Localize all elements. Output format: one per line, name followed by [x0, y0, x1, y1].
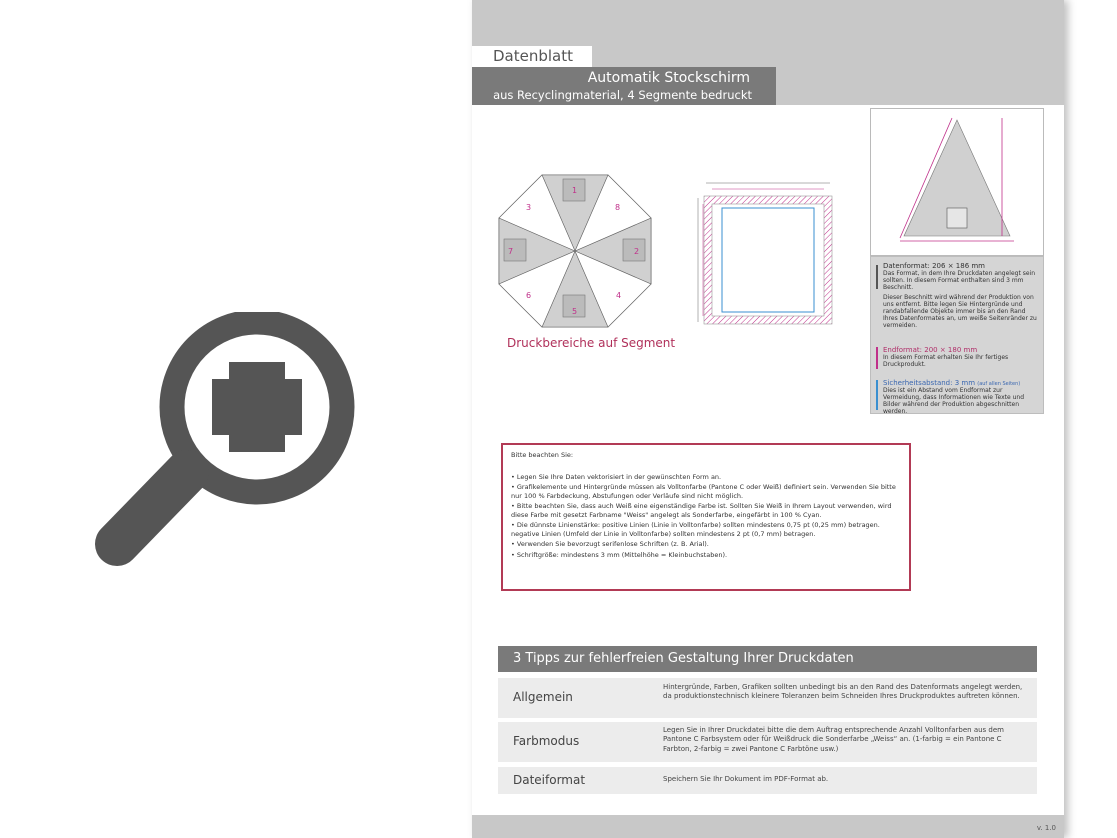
segment-label: 6 — [526, 291, 532, 300]
sicherheit-text: Dies ist ein Abstand vom Endformat zur Vermeidung, dass Informationen wie Texte und Bilder während der Produktion abgeschnitten werden. — [883, 387, 1025, 415]
notice-item: • Verwenden Sie bevorzugt serifenlose Schriften (z. B. Arial). — [511, 540, 709, 549]
title-bar — [472, 67, 776, 105]
notice-item: • Grafikelemente und Hintergründe müssen als Volltonfarbe (Pantone C oder Weiß) definiert sein. Verwenden Sie bitte nur 100 % Farbdeckung, Abstufungen oder Verläufe sind nicht möglich. — [511, 483, 896, 500]
notice-item: • Legen Sie Ihre Daten vektorisiert in der gewünschten Form an. — [511, 473, 722, 481]
format-square-diagram — [694, 178, 842, 326]
umbrella-segment-diagram — [496, 172, 654, 330]
tips-row-label: Dateiformat — [513, 773, 586, 787]
notice-item: • Schriftgröße: mindestens 3 mm (Mittelhöhe = Kleinbuchstaben). — [511, 550, 728, 559]
bottom-band — [472, 815, 1064, 838]
datasheet-page — [472, 0, 1064, 838]
datenblatt-label: Datenblatt — [472, 46, 592, 67]
sicherheit-note: (auf allen Seiten) — [977, 381, 1021, 387]
tips-header: 3 Tipps zur fehlerfreien Gestaltung Ihrer Druckdaten — [498, 646, 1037, 672]
segment-label: 2 — [634, 247, 640, 256]
notice-item: • Bitte beachten Sie, dass auch Weiß eine eigenständige Farbe ist. Sollten Sie Weiß in Ihrem Layout verwenden, wird diese Farbe mit gesetzt Farbname "Weiss" angelegt als Sonderfarbe, eingefärbt in 100 % Cyan. — [511, 502, 892, 519]
tips-row-text: Speichern Sie Ihr Dokument im PDF-Format ab. — [663, 775, 829, 783]
segment-label: 5 — [572, 307, 578, 316]
beschnitt-text: Dieser Beschnitt wird während der Produktion von uns entfernt. Bitte legen Sie Hintergründe und randabfallende Objekte immer bis an den Rand Ihres Datenformates an, um weiße Seitenränder zu vermeiden. — [883, 294, 1037, 329]
tips-row-text: Hintergründe, Farben, Grafiken sollten unbedingt bis an den Rand des Datenformats angelegt werden, da produktionstechnisch kleinere Toleranzen beim Schneiden Ihres Druckproduktes auftreten können. — [663, 683, 1023, 701]
product-subtitle: aus Recyclingmaterial, 4 Segmente bedruckt — [493, 88, 752, 102]
tips-row — [498, 678, 1037, 718]
datenformat-text: Das Format, in dem Ihre Druckdaten angelegt sein sollten. In diesem Format enthalten sind 3 mm Beschnitt. — [883, 270, 1036, 291]
tips-row — [498, 767, 1037, 794]
notice-item: • Die dünnste Linienstärke: positive Linien (Linie in Volltonfarbe) sollten mindestens 0,75 pt (0,25 mm) betragen. negative Linien (Umfeld der Linie in Volltonfarbe) sollten mindestens 2 pt (0,7 mm) betragen. — [511, 521, 880, 538]
endformat-text: In diesem Format erhalten Sie Ihr fertiges Druckprodukt. — [883, 354, 1009, 368]
segment-label: 3 — [526, 203, 532, 212]
notice-title: Bitte beachten Sie: — [511, 451, 574, 459]
endformat-title: Endformat: 200 × 180 mm — [883, 346, 978, 354]
zoom-in-icon[interactable] — [92, 312, 382, 602]
tips-row-text: Legen Sie in Ihrer Druckdatei bitte die dem Auftrag entsprechende Anzahl Volltonfarben aus dem Pantone C Farbsystem oder für Weißdruck die Sonderfarbe „Weiss“ an. (1-farbig = ein Pantone C Farbton, 2-farbig = zwei Pantone C Farbtöne usw.) — [663, 726, 1004, 753]
segment-label: 1 — [572, 186, 578, 195]
version-label: v. 1.0 — [1036, 824, 1056, 832]
notice-box — [501, 443, 911, 591]
segment-label: 4 — [616, 291, 622, 300]
segment-label: 8 — [615, 203, 621, 212]
sicherheit-title: Sicherheitsabstand: 3 mm — [883, 379, 976, 387]
segment-label: 7 — [508, 247, 514, 256]
tips-row — [498, 722, 1037, 762]
tips-row-label: Farbmodus — [513, 734, 580, 748]
tips-row-label: Allgemein — [513, 690, 573, 704]
triangle-segment-diagram — [870, 108, 1044, 256]
format-info-box — [870, 256, 1044, 414]
segment-caption: Druckbereiche auf Segment — [507, 336, 676, 350]
datenformat-title: Datenformat: 206 × 186 mm — [883, 262, 986, 270]
product-title: Automatik Stockschirm — [587, 70, 750, 86]
